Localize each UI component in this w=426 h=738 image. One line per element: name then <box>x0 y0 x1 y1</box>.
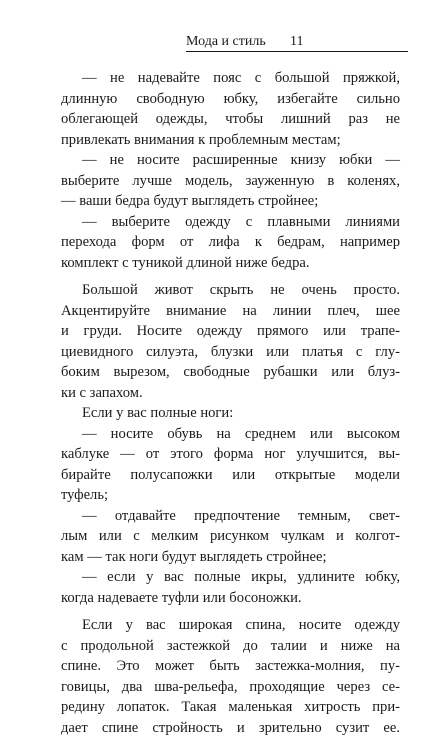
text-line: кам — так ноги будут выглядеть стройнее; <box>61 547 400 568</box>
body-text <box>61 68 400 738</box>
text-line: — не надевайте пояс с большой пряжкой, <box>61 68 400 89</box>
paragraph <box>61 403 400 424</box>
text-line: спине. Это может быть застежка-молния, пу- <box>61 656 400 677</box>
text-line: — не носите расширенные книзу юбки — <box>61 150 400 171</box>
text-line: выберите лучше модель, зауженную в коленях, <box>61 171 400 192</box>
paragraph-gap <box>61 273 400 280</box>
running-header-title: Мода и стиль <box>186 33 266 51</box>
text-line: лым или с мелким рисунком чулкам и колгот- <box>61 526 400 547</box>
text-line: длинную свободную юбку, избегайте сильно <box>61 89 400 110</box>
text-line: — ваши бедра будут выглядеть стройнее; <box>61 191 400 212</box>
paragraph <box>61 280 400 403</box>
text-line: комплект с туникой длиной ниже бедра. <box>61 253 400 274</box>
text-line: бирайте полусапожки или открытые модели <box>61 465 400 486</box>
text-line: — выберите одежду с плавными линиями <box>61 212 400 233</box>
text-line: Если у вас полные ноги: <box>61 403 400 424</box>
text-line: редину лопаток. Такая маленькая хитрость при- <box>61 697 400 718</box>
text-line: дает спине стройность и зрительно сузит ее. <box>61 718 400 738</box>
text-line: каблуке — от этого форма ног улучшится, вы- <box>61 444 400 465</box>
paragraph <box>61 506 400 568</box>
text-line: — если у вас полные икры, удлините юбку, <box>61 567 400 588</box>
text-line: туфель; <box>61 485 400 506</box>
text-line: с продольной застежкой до талии и ниже на <box>61 636 400 657</box>
text-line: привлекать внимания к проблемным местам; <box>61 130 400 151</box>
paragraph <box>61 567 400 608</box>
text-line: когда надеваете туфли или босоножки. <box>61 588 400 609</box>
text-line: циевидного силуэта, блузки или платья с глу- <box>61 342 400 363</box>
text-line: и груди. Носите одежду прямого или трапе- <box>61 321 400 342</box>
paragraph-gap <box>61 608 400 615</box>
paragraph <box>61 150 400 212</box>
paragraph <box>61 68 400 150</box>
paragraph <box>61 424 400 506</box>
page-number: 11 <box>290 33 303 51</box>
running-header <box>186 33 408 51</box>
text-line: Большой живот скрыть не очень просто. <box>61 280 400 301</box>
text-line: ки с запахом. <box>61 383 400 404</box>
paragraph <box>61 615 400 738</box>
text-line: Акцентируйте внимание на линии плеч, шее <box>61 301 400 322</box>
text-line: говицы, два шва-рельефа, проходящие через се- <box>61 677 400 698</box>
text-line: — носите обувь на среднем или высоком <box>61 424 400 445</box>
paragraph <box>61 212 400 274</box>
header-rule <box>186 51 408 52</box>
text-line: облегающей одежды, чтобы лишний раз не <box>61 109 400 130</box>
text-line: — отдавайте предпочтение темным, свет- <box>61 506 400 527</box>
text-line: Если у вас широкая спина, носите одежду <box>61 615 400 636</box>
text-line: перехода форм от лифа к бедрам, например <box>61 232 400 253</box>
text-line: боким вырезом, свободные рубашки или блуз- <box>61 362 400 383</box>
